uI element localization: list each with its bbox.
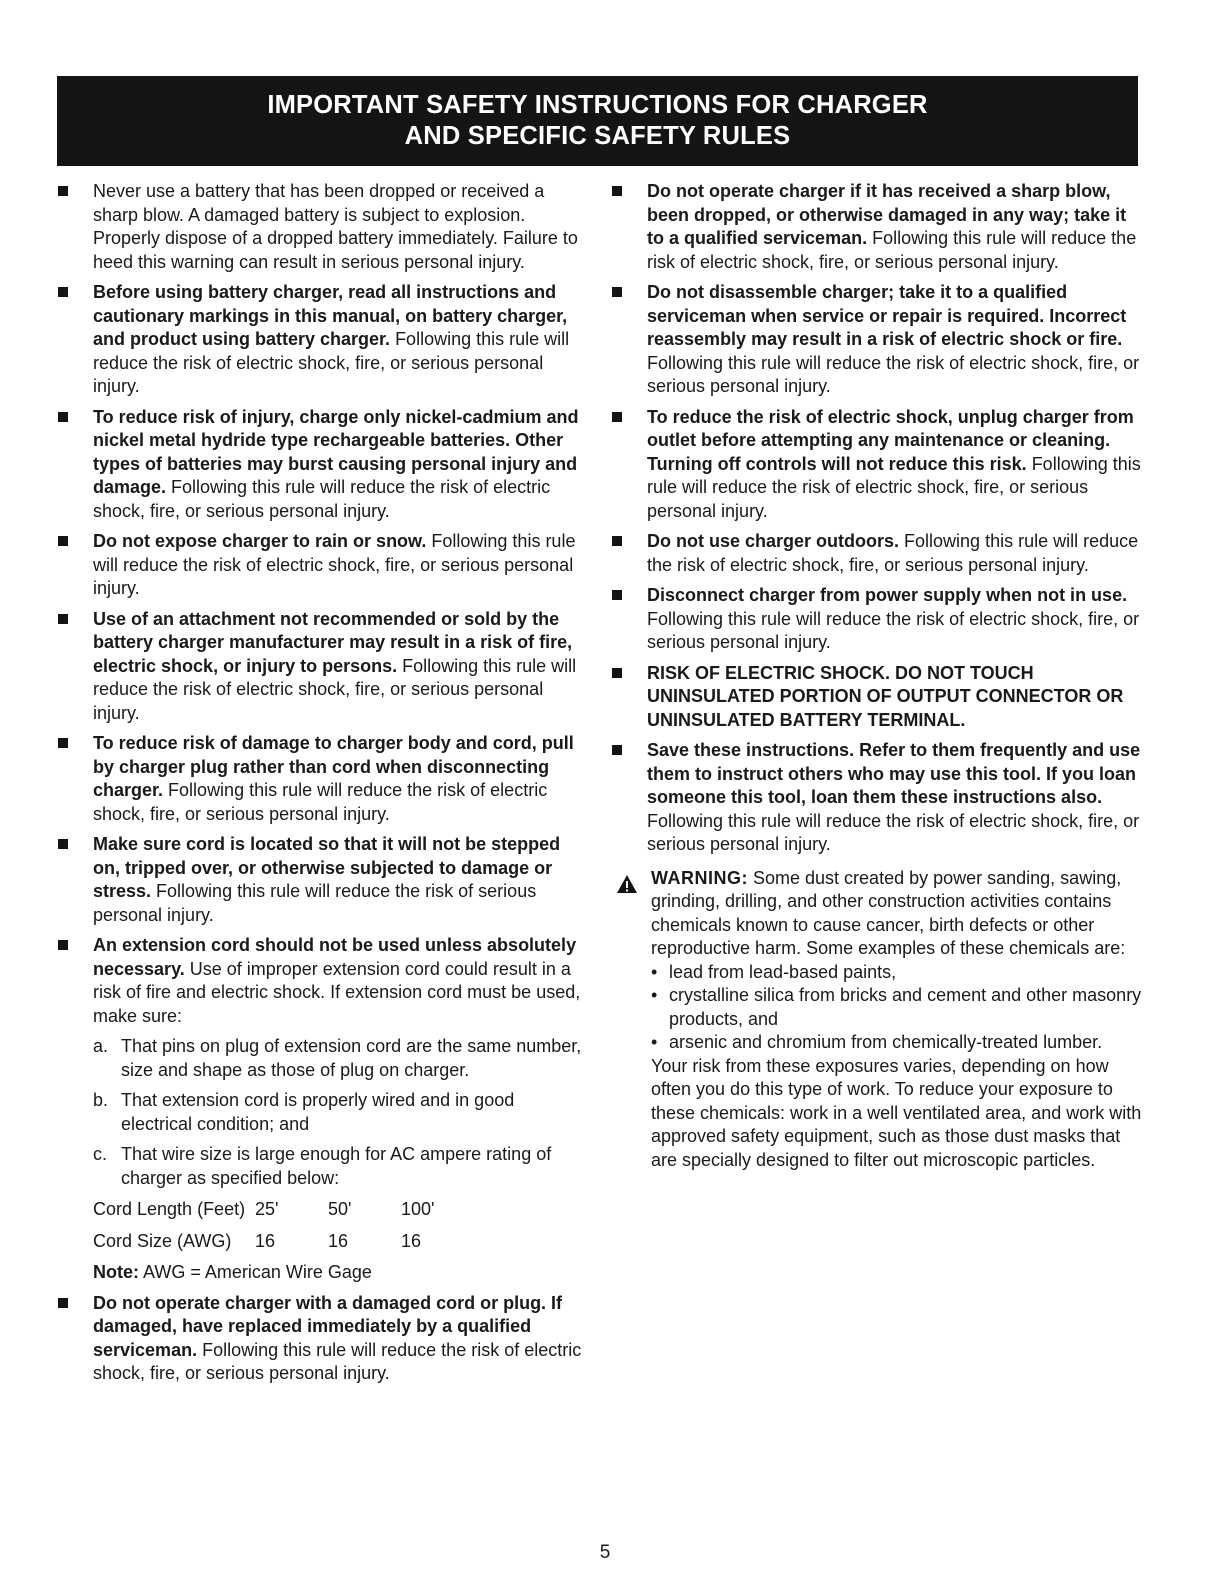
- square-bullet-icon: [58, 738, 68, 748]
- rule-bold-text: Do not expose charger to rain or snow.: [93, 531, 427, 551]
- cord-size-value: 16: [255, 1230, 276, 1251]
- rule-text: Following this rule will reduce the risk of electric shock, fire, or serious personal injury.: [93, 477, 551, 521]
- warning-triangle-icon: [616, 874, 638, 901]
- rule-bold-text: Do not operate charger with a damaged cord or plug. If damaged, have replaced immediately by a qualified serviceman.: [93, 1292, 563, 1360]
- rule-text: Following this rule will reduce the risk of serious personal injury.: [93, 881, 537, 925]
- square-bullet-icon: [58, 1298, 68, 1308]
- rule-bold-text: Make sure cord is located so that it will not be stepped on, tripped over, or otherwise subjected to damage or stress.: [93, 834, 561, 901]
- warning-intro: Some dust created by power sanding, sawing, grinding, drilling, and other construction activities contains chemicals known to cause cancer, birth defects or other reproductive harm. Some examples of these chemicals are:: [651, 867, 1126, 958]
- sub-item-marker: a.: [93, 1036, 109, 1056]
- prop65-warning: [612, 867, 1142, 1173]
- sub-item-text: That extension cord is properly wired and in good electrical condition; and: [121, 1090, 515, 1134]
- square-bullet-icon: [612, 745, 622, 755]
- rule-text: Following this rule will reduce the risk of electric shock, fire, or serious personal injury.: [647, 531, 1139, 575]
- square-bullet-icon: [612, 186, 622, 196]
- square-bullet-icon: [612, 287, 622, 297]
- sub-item-marker: b.: [93, 1090, 109, 1110]
- rule-text: Following this rule will reduce the risk of electric shock, fire, or serious personal injury.: [647, 228, 1137, 272]
- rule-bold-text: Do not use charger outdoors.: [647, 531, 900, 551]
- rule-item: [612, 662, 1142, 733]
- rule-item: [58, 833, 588, 927]
- square-bullet-icon: [58, 287, 68, 297]
- note-label: Note:: [93, 1262, 139, 1282]
- square-bullet-icon: [58, 839, 68, 849]
- rule-bold-text: Use of an attachment not recommended or sold by the battery charger manufacturer may result in a risk of fire, electric shock, or injury to persons.: [93, 608, 573, 676]
- rule-item: [612, 180, 1142, 274]
- list-item-text: lead from lead-based paints,: [669, 961, 897, 982]
- cord-size-label: Cord Size (AWG): [93, 1230, 232, 1251]
- rule-item: [58, 281, 588, 399]
- sub-item-marker: c.: [93, 1144, 108, 1164]
- sub-item-text: That wire size is large enough for AC ampere rating of charger as specified below:: [121, 1144, 552, 1188]
- cord-length-label: Cord Length (Feet): [93, 1199, 246, 1219]
- square-bullet-icon: [58, 614, 68, 624]
- list-item: [651, 984, 1142, 1031]
- rule-bold-text: To reduce risk of injury, charge only nickel-cadmium and nickel metal hydride type rechargeable batteries. Other types of batteries may burst causing personal injury and damage.: [93, 406, 579, 497]
- square-bullet-icon: [612, 412, 622, 422]
- warning-label: WARNING:: [651, 867, 748, 888]
- rule-text: Never use a battery that has been dropped or received a sharp blow. A damaged battery is subject to explosion. Properly dispose of a dropped battery immediately. Failure to heed this warning can result in serious personal injury.: [93, 181, 578, 272]
- square-bullet-icon: [58, 940, 68, 950]
- bullet-dot-icon: •: [651, 985, 658, 1005]
- rule-text: Following this rule will reduce the risk of electric shock, fire, or serious personal injury.: [93, 531, 576, 598]
- left-column: [58, 180, 588, 1393]
- rule-text: Following this rule will reduce the risk of electric shock, fire, or serious personal injury.: [93, 329, 570, 396]
- rule-bold-text: RISK OF ELECTRIC SHOCK. DO NOT TOUCH UNINSULATED PORTION OF OUTPUT CONNECTOR OR UNINSULATED BATTERY TERMINAL.: [647, 662, 1124, 730]
- rule-text: Following this rule will reduce the risk of electric shock, fire, or serious personal injury.: [93, 655, 577, 723]
- list-item: [651, 1031, 1142, 1055]
- page-title-banner: [57, 76, 1138, 166]
- cord-size-value: 16: [401, 1230, 422, 1251]
- rule-item-extension-cord: [58, 934, 588, 1285]
- sub-item-b: [93, 1089, 588, 1136]
- rule-bold-text: An extension cord should not be used unless absolutely necessary.: [93, 935, 577, 979]
- right-column: [612, 180, 1142, 1172]
- list-item-text: arsenic and chromium from chemically-treated lumber.: [669, 1032, 1103, 1052]
- list-item: [651, 961, 1142, 985]
- sub-item-a: [93, 1035, 588, 1082]
- sub-item-text: That pins on plug of extension cord are the same number, size and shape as those of plug on charger.: [121, 1036, 582, 1080]
- rule-item: [612, 281, 1142, 399]
- rule-item: [612, 530, 1142, 577]
- rule-text: Following this rule will reduce the risk of electric shock, fire, or serious personal injury.: [647, 810, 1140, 854]
- rule-text: Following this rule will reduce the risk of electric shock, fire, or serious personal injury.: [647, 453, 1141, 521]
- chemical-list: [651, 961, 1142, 1055]
- rule-bold-text: To reduce the risk of electric shock, unplug charger from outlet before attempting any maintenance or cleaning. Turning off controls will not reduce this risk.: [647, 406, 1134, 474]
- rule-item: [58, 732, 588, 826]
- cord-length-value: 50': [328, 1199, 352, 1219]
- square-bullet-icon: [612, 590, 622, 600]
- square-bullet-icon: [612, 536, 622, 546]
- rule-text: Following this rule will reduce the risk of electric shock, fire, or serious personal injury.: [93, 1339, 582, 1383]
- title-line-2: AND SPECIFIC SAFETY RULES: [404, 122, 791, 150]
- cord-size-value: 16: [328, 1230, 349, 1251]
- rule-bold-text: Disconnect charger from power supply when not in use.: [647, 585, 1128, 605]
- awg-note: [93, 1261, 588, 1285]
- rule-item: [58, 1292, 588, 1386]
- warning-outro: Your risk from these exposures varies, depending on how often you do this type of work. To reduce your exposure to these chemicals: work in a well ventilated area, and work with approved safety equipment, such as those dust masks that are specially designed to filter out microscopic particles.: [651, 1055, 1142, 1170]
- rule-text: Following this rule will reduce the risk of electric shock, fire, or serious personal injury.: [93, 780, 548, 824]
- page-number: 5: [599, 1542, 611, 1563]
- rule-item: [58, 608, 588, 726]
- rule-bold-text: Before using battery charger, read all instructions and cautionary markings in this manual, on battery charger, and product using battery charger.: [93, 282, 568, 349]
- rule-bold-text: Save these instructions. Refer to them frequently and use them to instruct others who may use this tool. If you loan someone this tool, loan them these instructions also.: [647, 740, 1141, 807]
- rule-bold-text: Do not operate charger if it has received a sharp blow, been dropped, or otherwise damaged in any way; take it to a qualified serviceman.: [647, 181, 1127, 248]
- note-text: AWG = American Wire Gage: [139, 1262, 372, 1282]
- rule-item: [612, 739, 1142, 857]
- rule-item: [612, 406, 1142, 524]
- rule-item: [58, 530, 588, 601]
- rule-text: Following this rule will reduce the risk of electric shock, fire, or serious personal injury.: [647, 608, 1140, 652]
- square-bullet-icon: [612, 668, 622, 678]
- square-bullet-icon: [58, 412, 68, 422]
- square-bullet-icon: [58, 536, 68, 546]
- cord-size-row: [93, 1230, 588, 1254]
- rule-bold-text: Do not disassemble charger; take it to a qualified serviceman when service or repair is required. Incorrect reassembly may result in a risk of electric shock or fire.: [647, 282, 1127, 349]
- rule-bold-text: To reduce risk of damage to charger body and cord, pull by charger plug rather than cord when disconnecting charger.: [93, 733, 574, 800]
- square-bullet-icon: [58, 186, 68, 196]
- rule-item: [612, 584, 1142, 655]
- sub-item-c: [93, 1143, 588, 1190]
- cord-length-value: 25': [255, 1199, 279, 1219]
- rule-text: Use of improper extension cord could result in a risk of fire and electric shock. If extension cord must be used, make sure:: [93, 958, 581, 1026]
- bullet-dot-icon: •: [651, 961, 658, 982]
- list-item-text: crystalline silica from bricks and cement and other masonry products, and: [669, 985, 1142, 1029]
- rule-text: Following this rule will reduce the risk of electric shock, fire, or serious personal injury.: [647, 352, 1140, 396]
- rule-item: [58, 180, 588, 274]
- title-line-1: IMPORTANT SAFETY INSTRUCTIONS FOR CHARGER: [267, 91, 928, 119]
- bullet-dot-icon: •: [651, 1032, 658, 1052]
- rule-item: [58, 406, 588, 524]
- cord-length-row: [93, 1198, 588, 1222]
- cord-length-value: 100': [401, 1199, 435, 1219]
